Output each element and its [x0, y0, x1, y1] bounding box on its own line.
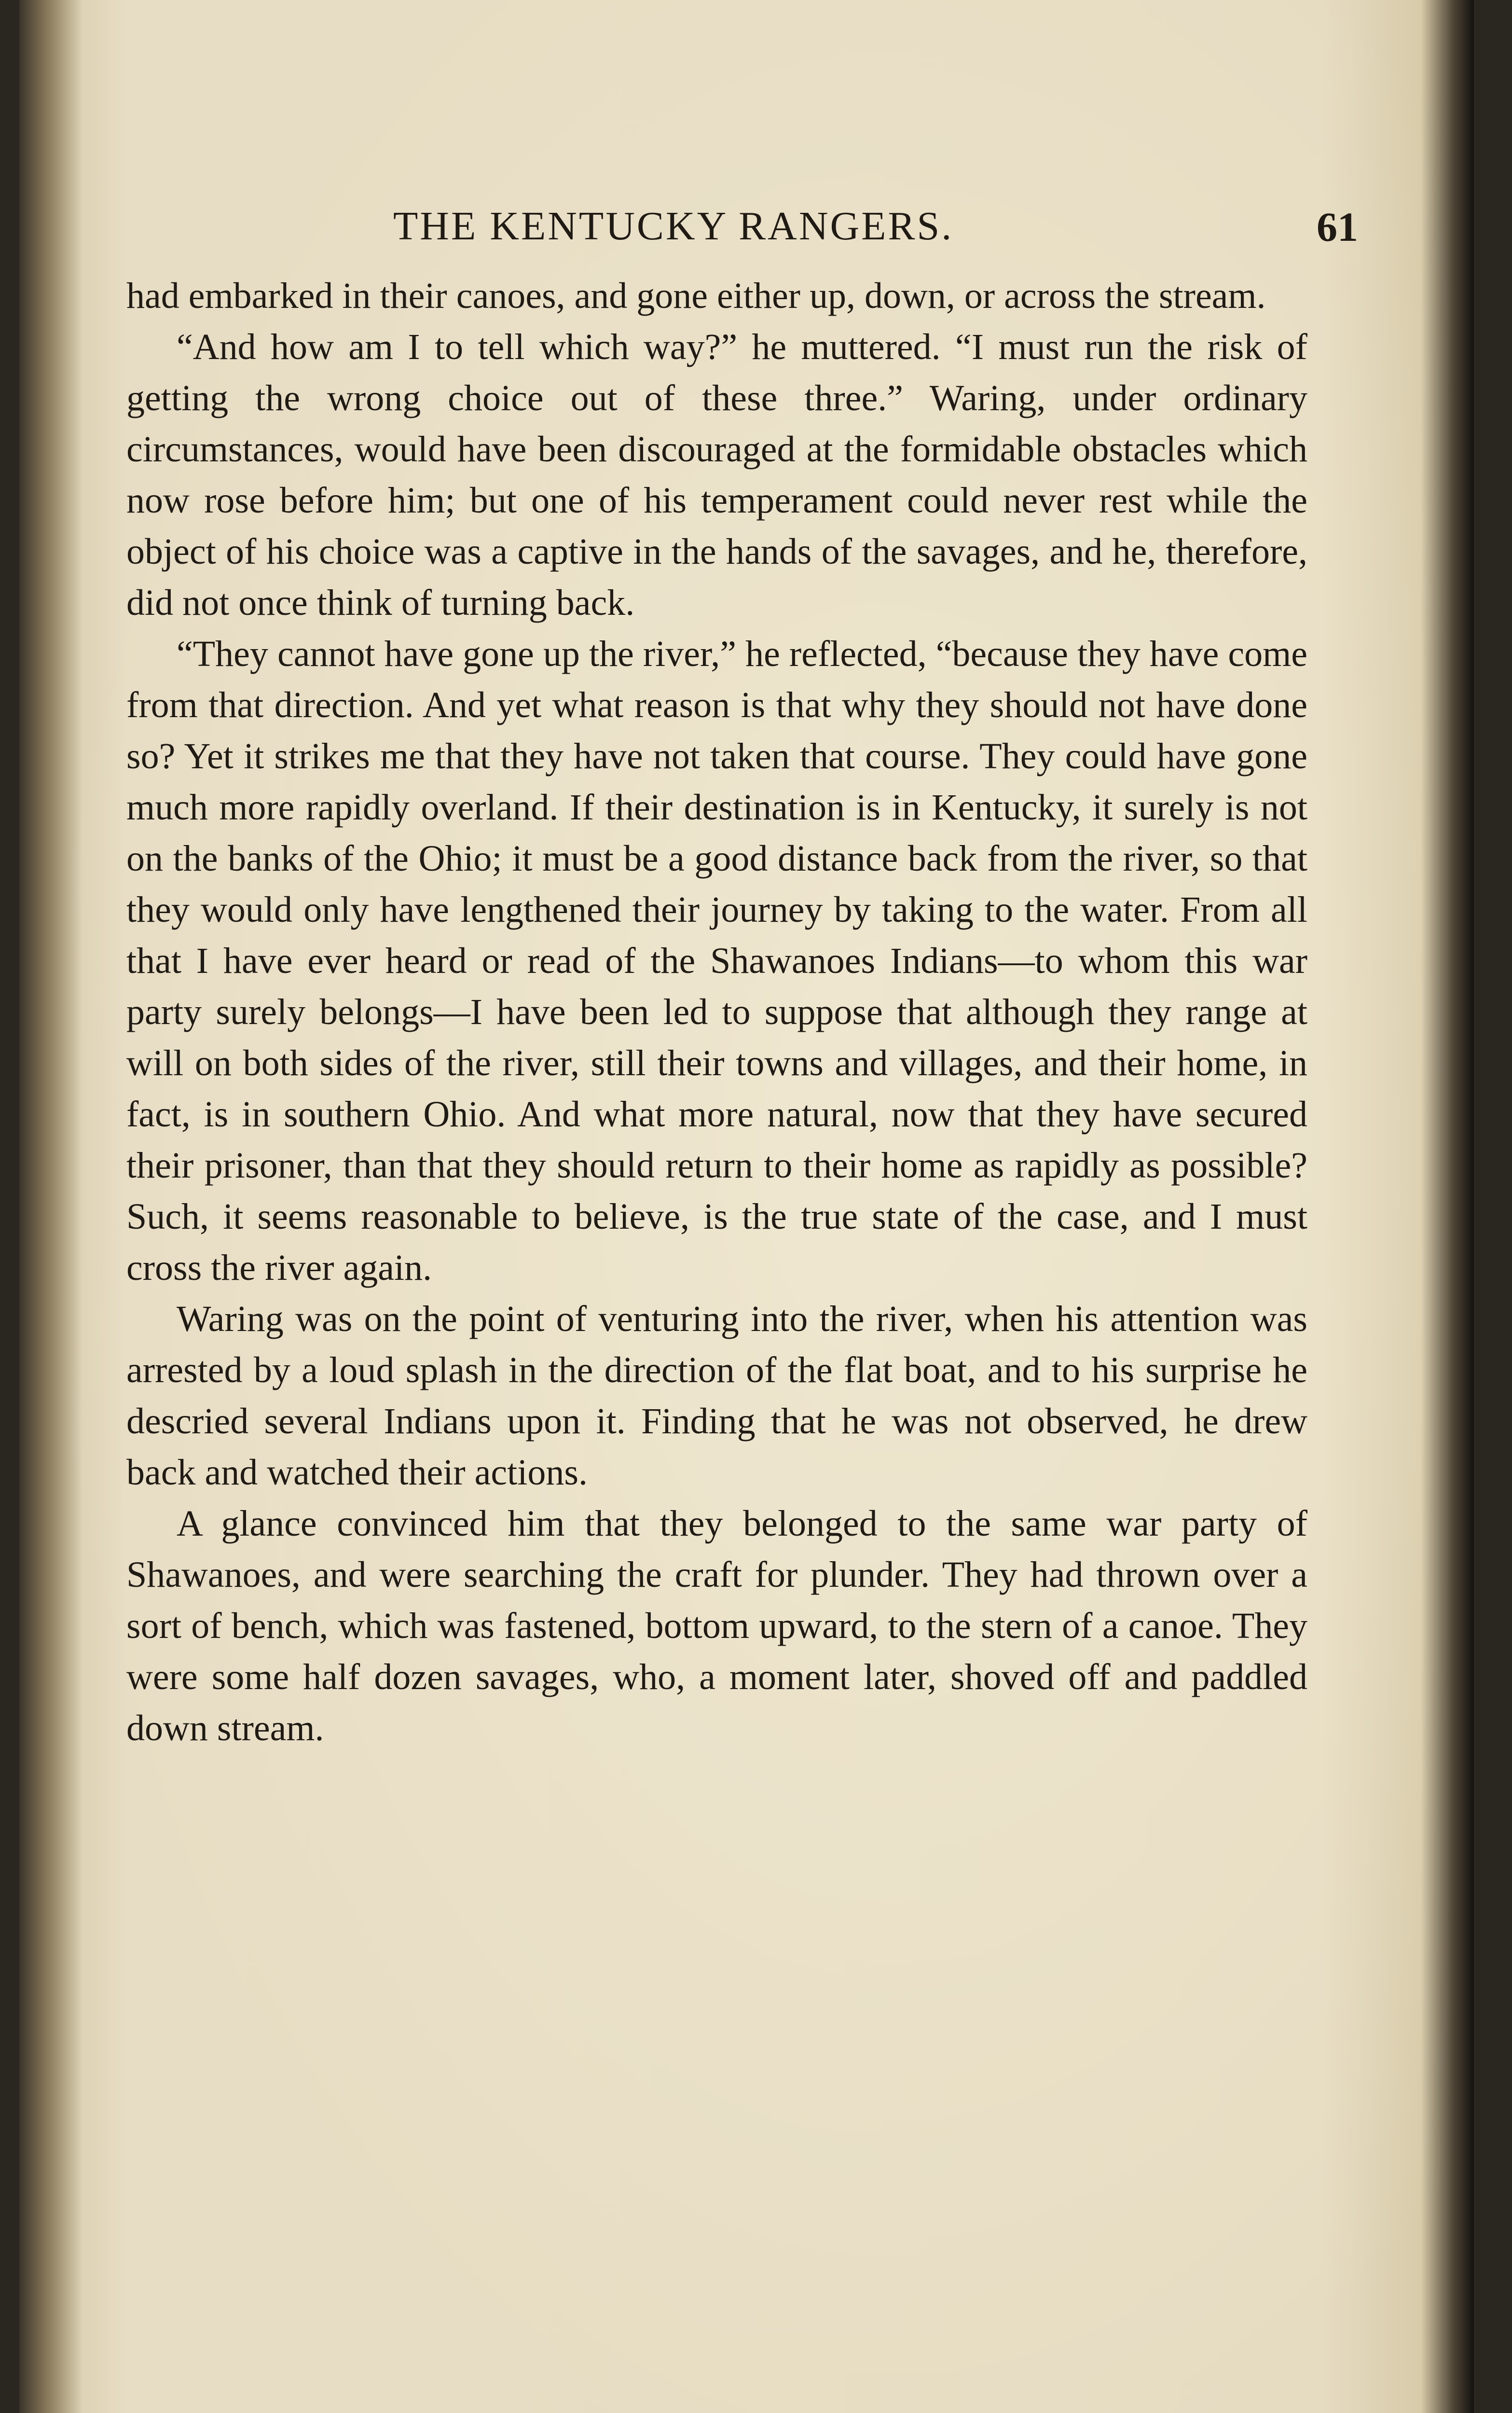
- paragraph: A glance convinced him that they belonged to the same war party of Shawanoes, and were searching the craft for plunder. They had thrown over a sort of bench, which was fastened, bottom upward, to the stern of a canoe. They were some half dozen savages, who, a moment later, shoved off and paddled down stream.: [126, 1503, 1307, 1748]
- paragraph: “They cannot have gone up the river,” he reflected, “because they have come from that direction. And yet what reason is that why they should not have done so? Yet it strikes me that they have not taken that course. They could have gone much more rapidly overland. If their destination is in Kentucky, it surely is not on the banks of the Ohio; it must be a good distance back from the river, so that they would only have lengthened their journey by taking to the water. From all that I have ever heard or read of the Shawanoes Indians—to whom this war party surely belongs—I have been led to suppose that although they range at will on both sides of the river, still their towns and villages, and their home, in fact, is in southern Ohio. And what more natural, now that they have secured their prisoner, than that they should return to their home as rapidly as possible? Such, it seems reasonable to believe, is the true state of the case, and I must cross the river again.: [126, 634, 1307, 1288]
- book-page: [19, 0, 1474, 2413]
- running-head: THE KENTUCKY RANGERS.: [393, 204, 954, 249]
- page-gutter: [19, 0, 82, 2413]
- paragraph: Waring was on the point of venturing into the river, when his attention was arrested by a loud splash in the direction of the flat boat, and to his surprise he descried several Indians upon it. Finding that he was not observed, he drew back and watched their actions.: [126, 1299, 1307, 1493]
- page-number: 61: [1317, 204, 1358, 250]
- body-text: [126, 270, 1307, 1754]
- paragraph: had embarked in their canoes, and gone either up, down, or across the stream.: [126, 276, 1266, 316]
- page-header: [393, 203, 1358, 261]
- page-edge: [1421, 0, 1474, 2413]
- paragraph: “And how am I to tell which way?” he muttered. “I must run the risk of getting the wrong choice out of these three.” Waring, under ordinary circumstances, would have been discouraged at the formidable obstacles which now rose before him; but one of his temperament could never rest while the object of his choice was a captive in the hands of the savages, and he, therefore, did not once think of turning back.: [126, 327, 1307, 623]
